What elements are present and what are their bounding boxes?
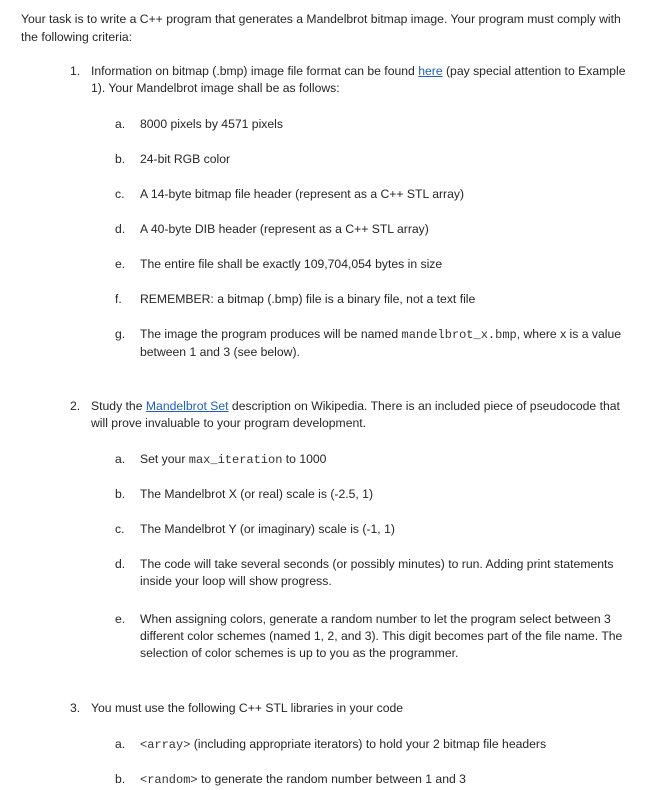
list-text: You must use the following C++ STL libraries in your code xyxy=(91,701,404,715)
mandelbrot-set-link[interactable]: Mandelbrot Set xyxy=(145,399,229,413)
list-text: Information on bitmap (.bmp) image file format can be found here (pay special attention to Example 1). Your Mandelbrot image shall be as follows: xyxy=(91,64,626,95)
random-header-code: <random> xyxy=(140,773,198,787)
list-text: Study the Mandelbrot Set description on Wikipedia. There is an included piece of pseudocode that will prove invaluable to your program development. xyxy=(91,399,620,430)
document-page: Your task is to write a C++ program that generates a Mandelbrot bitmap image. Your program must comply with the following criteria: 1. Information on bitmap (.bmp) image file format can be found here (pay special attention to Example 1). Your Mandelbrot image shall be as follows: a. 8000 pixels by 4571 pixels b. 24-bit RGB color c. A 14-byte bitmap file header (represent as a C++ STL array) d. A 40-byte DIB header (represent as a C++ STL array) e. The entire file shall be exactly 109,704,054 bytes in size f. REMEMBER: a bitmap (.bmp) file is a binary file, not a text file g. The image the program produces will be named mandelbrot_x.bmp, where x is a value between 1 and 3 (see below). 2. Study the Mandelbrot Set description on Wikipedia. There is an included piece of pseudocode that will prove invaluable to your program development. a. Set your max_iteration to 1000 b. The Mandelbrot X (or real) scale is (-2.5, 1) c. The Mandelbrot Y (or imaginary) scale is (-1, 1) d. The code will take several seconds (or possibly minutes) to run. Adding print statements inside your loop will show progress. e. When assigning colors, generate a random number to let the program select between 3 different color schemes (named 1, 2, and 3). This digit becomes part of the file name. The selection of color schemes is up to you as the programmer. 3. You must use the following C++ STL libraries in your code a. <array> (including appropriate iterators) to hold your 2 bitmap file headers b. <random> to generate the random number between 1 and 3 xyxy=(0,0,656,790)
bitmap-info-link[interactable]: here xyxy=(418,64,443,78)
intro-paragraph: Your task is to write a C++ program that generates a Mandelbrot bitmap image. Your program must comply with the following criteria: xyxy=(21,12,621,44)
list-number: 2. xyxy=(70,399,81,413)
filename-code: mandelbrot_x.bmp xyxy=(401,328,517,342)
list-number: 1. xyxy=(70,64,81,78)
list-number: 3. xyxy=(70,701,81,715)
array-header-code: <array> xyxy=(140,738,191,752)
max-iteration-code: max_iteration xyxy=(188,453,283,467)
